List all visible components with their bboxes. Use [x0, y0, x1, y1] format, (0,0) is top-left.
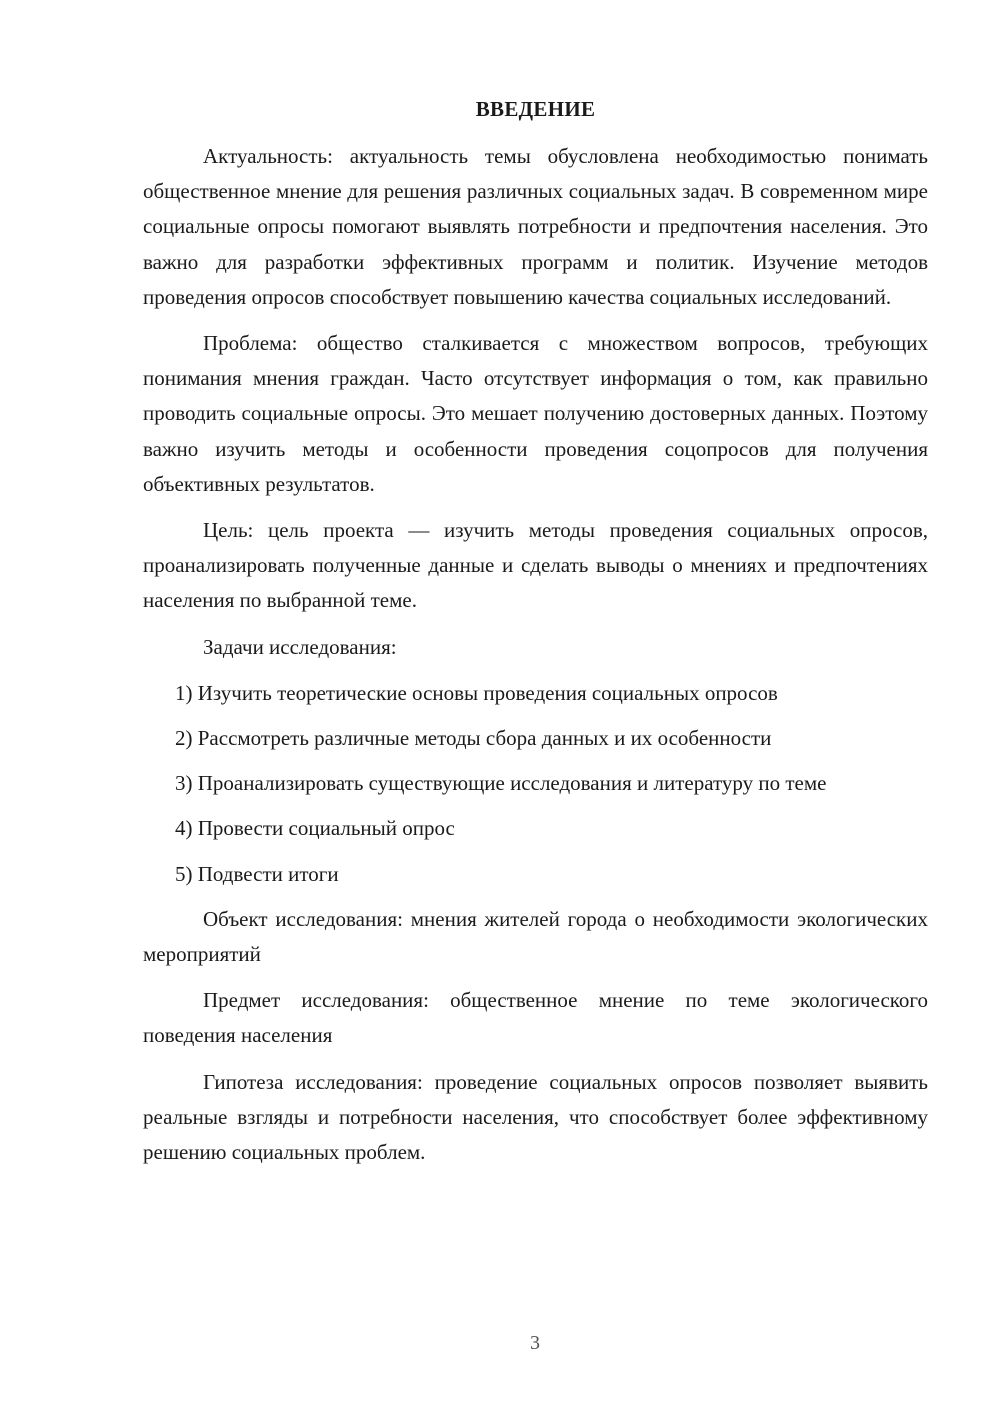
task-item: 3) Проанализировать существующие исследования и литературу по теме	[175, 771, 827, 796]
task-item: 2) Рассмотреть различные методы сбора данных и их особенности	[175, 726, 772, 751]
task-item: 1) Изучить теоретические основы проведения социальных опросов	[175, 680, 778, 705]
tasks-title: Задачи исследования:	[203, 634, 397, 659]
paragraph-object: Объект исследования: мнения жителей города о необходимости экологических мероприятий	[143, 906, 928, 967]
paragraph-goal: Цель: цель проекта — изучить методы проведения социальных опросов, проанализировать полученные данные и сделать выводы о мнениях и предпочтениях населения по выбранной теме.	[143, 518, 928, 613]
page-number: 3	[530, 1332, 540, 1354]
paragraph-problem: Проблема: общество сталкивается с множеством вопросов, требующих понимания мнения граждан. Часто отсутствует информация о том, как правильно проводить социальные опросы. Это мешает получению достоверных данных. Поэтому важно изучить методы и особенности проведения соцопросов для получения объективных результатов.	[143, 331, 928, 496]
task-item: 4) Провести социальный опрос	[175, 816, 455, 841]
document-body	[143, 92, 928, 1181]
task-list	[143, 676, 928, 892]
task-item: 5) Подвести итоги	[175, 861, 339, 886]
paragraph-subject: Предмет исследования: общественное мнение по теме экологического поведения населения	[143, 988, 928, 1048]
section-heading: ВВЕДЕНИЕ	[475, 97, 596, 121]
paragraph-hypothesis: Гипотеза исследования: проведение социальных опросов позволяет выявить реальные взгляды и потребности населения, что способствует более эффективному решению социальных проблем.	[143, 1069, 928, 1165]
paragraph-relevance: Актуальность: актуальность темы обусловлена необходимостью понимать общественное мнение для решения различных социальных задач. В современном мире социальные опросы помогают выявлять потребности и предпочтения населения. Это важно для разработки эффективных программ и политик. Изучение методов проведения опросов способствует повышению качества социальных исследований.	[143, 144, 928, 309]
